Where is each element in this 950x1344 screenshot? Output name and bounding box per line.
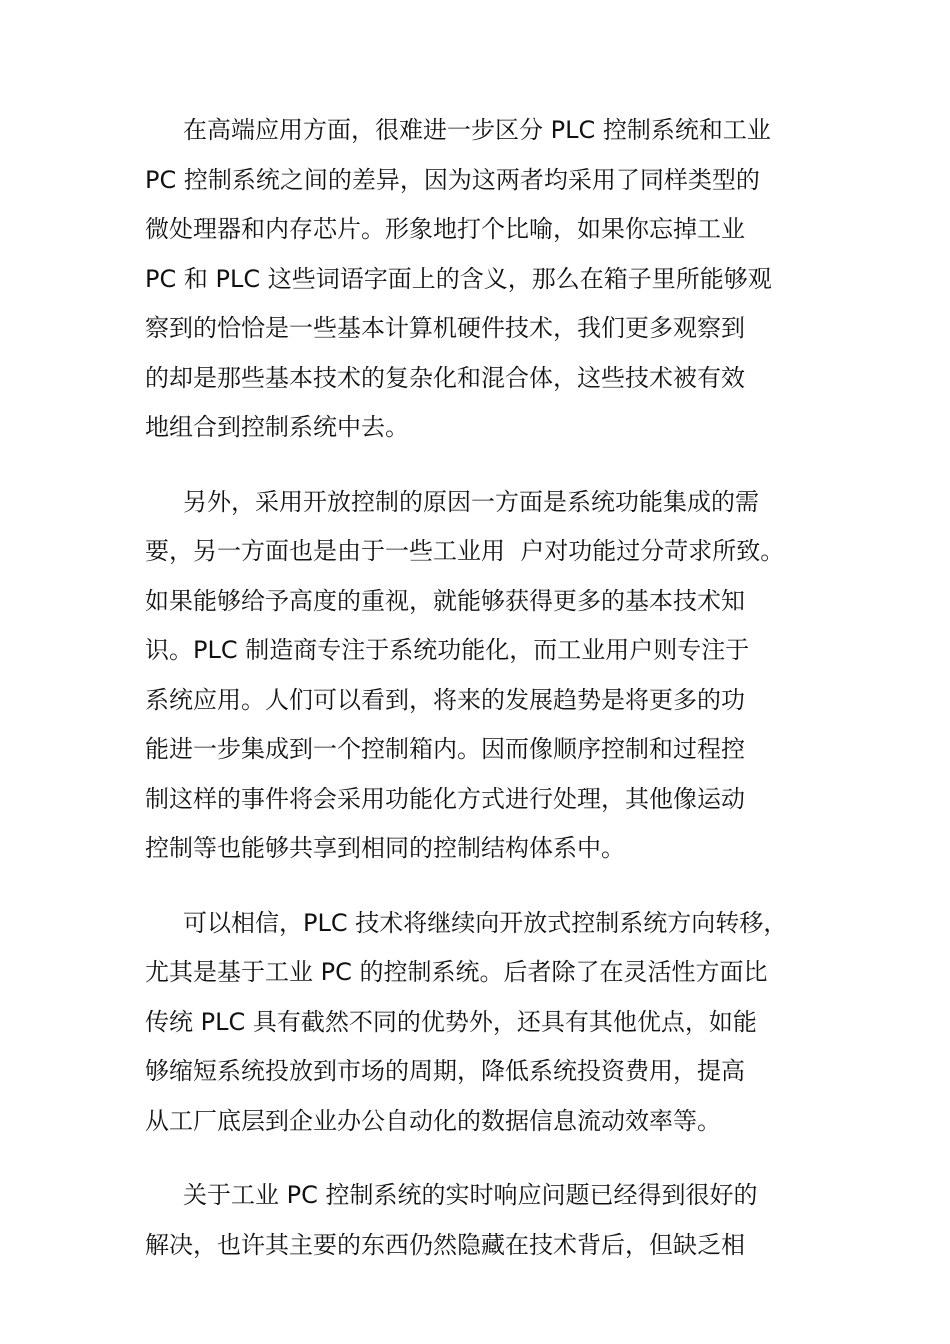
paragraph-line: 地组合到控制系统中去。 [145, 413, 409, 441]
paragraph-line: 从工厂底层到企业办公自动化的数据信息流动效率等。 [145, 1106, 721, 1135]
paragraph-line: 控制等也能够共享到相同的控制结构体系中。 [145, 834, 625, 862]
paragraph-line: 关于工业 PC 控制系统的实时响应问题已经得到很好的 [183, 1181, 758, 1209]
paragraph-line: PC 控制系统之间的差异，因为这两者均采用了同样类型的 [145, 165, 760, 194]
paragraph-line: 在高端应用方面，很难进一步区分 PLC 控制系统和工业 [183, 116, 771, 144]
document-body [145, 106, 815, 1295]
paragraph-line: 可以相信，PLC 技术将继续向开放式控制系统方向转移， [183, 908, 788, 937]
paragraph-line: 另外，采用开放控制的原因一方面是系统功能集成的需 [183, 487, 759, 516]
paragraph-3 [145, 899, 815, 1147]
paragraph-line: 解决，也许其主要的东西仍然隐藏在技术背后，但缺乏相 [145, 1230, 745, 1259]
paragraph-line: 如果能够给予高度的重视，就能够获得更多的基本技术知 [145, 586, 745, 615]
paragraph-4 [145, 1171, 815, 1270]
paragraph-line: 够缩短系统投放到市场的周期，降低系统投资费用，提高 [145, 1057, 745, 1085]
paragraph-line: 系统应用。人们可以看到，将来的发展趋势是将更多的功 [145, 685, 745, 714]
paragraph-line: 要，另一方面也是由于一些工业用 户对功能过分苛求所致。 [145, 537, 785, 565]
paragraph-2 [145, 478, 815, 874]
paragraph-line: 微处理器和内存芯片。形象地打个比喻，如果你忘掉工业 [145, 215, 745, 243]
paragraph-1 [145, 106, 815, 453]
paragraph-line: 能进一步集成到一个控制箱内。因而像顺序控制和过程控 [145, 735, 745, 763]
paragraph-line: PC 和 PLC 这些词语字面上的含义，那么在箱子里所能够观 [145, 264, 772, 293]
paragraph-line: 察到的恰恰是一些基本计算机硬件技术，我们更多观察到 [145, 314, 745, 342]
paragraph-line: 制这样的事件将会采用功能化方式进行处理，其他像运动 [145, 784, 745, 813]
paragraph-line: 识。PLC 制造商专注于系统功能化，而工业用户则专注于 [145, 636, 750, 664]
paragraph-line: 的却是那些基本技术的复杂化和混合体，这些技术被有效 [145, 363, 745, 392]
paragraph-line: 传统 PLC 具有截然不同的优势外，还具有其他优点，如能 [145, 1007, 757, 1036]
paragraph-line: 尤其是基于工业 PC 的控制系统。后者除了在灵活性方面比 [145, 958, 768, 986]
